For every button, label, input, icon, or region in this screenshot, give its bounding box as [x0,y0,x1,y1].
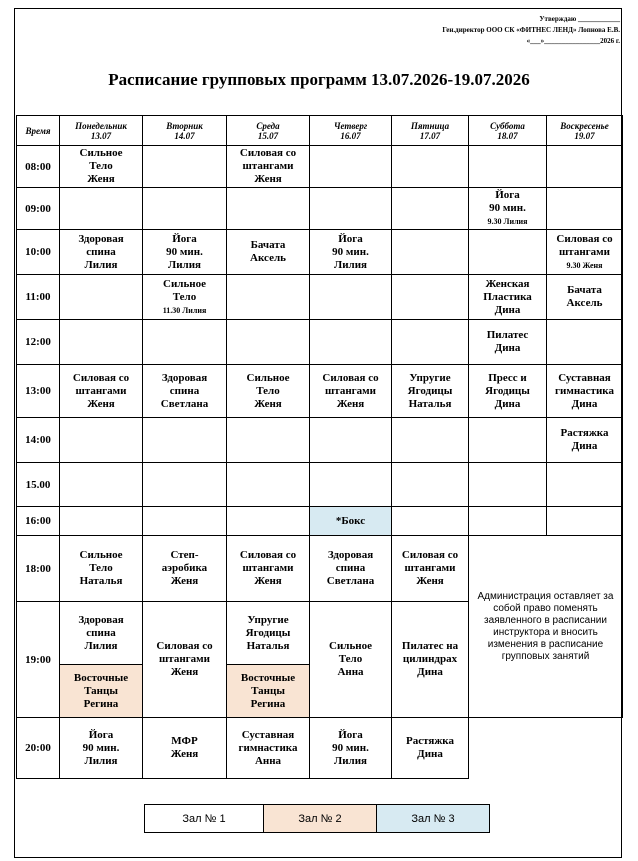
class-cell: Сильное Тело Наталья [60,536,143,602]
class-cell: Восточные Танцы Регина [60,665,143,718]
empty-cell [60,463,143,507]
empty-cell [547,146,623,188]
empty-cell [547,463,623,507]
time-cell: 13:00 [17,365,60,418]
empty-cell [143,188,227,230]
day-header-fri: Пятница 17.07 [392,116,469,146]
hall-legend [145,804,490,833]
time-cell: 10:00 [17,230,60,275]
row-1200 [17,320,623,365]
empty-cell [392,463,469,507]
row-1100 [17,275,623,320]
empty-cell [392,146,469,188]
class-cell: Йога 90 мин. Лилия [310,230,392,275]
empty-cell [227,275,310,320]
empty-cell [392,188,469,230]
empty-cell [227,188,310,230]
class-cell: Силовая со штангами Женя [392,536,469,602]
empty-cell [60,188,143,230]
day-header-wed: Среда 15.07 [227,116,310,146]
time-cell: 11:00 [17,275,60,320]
class-cell: Силовая со штангами Женя [60,365,143,418]
page-title: Расписание групповых программ 13.07.2026-19.07.2026 [108,70,530,89]
class-cell: Пилатес Дина [469,320,547,365]
empty-cell [227,418,310,463]
empty-cell [469,718,623,779]
approval-block [442,14,620,47]
class-cell: МФР Женя [143,718,227,779]
empty-cell [310,418,392,463]
empty-cell [60,275,143,320]
class-cell: Бачата Аксель [547,275,623,320]
empty-cell [310,146,392,188]
row-1500 [17,463,623,507]
approval-line-1: Утверждаю ____________ [539,15,620,23]
row-1000 [17,230,623,275]
empty-cell [392,507,469,536]
empty-cell [310,463,392,507]
empty-cell [392,230,469,275]
empty-cell [392,275,469,320]
class-cell: Бачата Аксель [227,230,310,275]
empty-cell [143,320,227,365]
empty-cell [310,188,392,230]
empty-cell [227,320,310,365]
empty-cell [547,320,623,365]
legend-hall-3: Зал № 3 [376,804,490,833]
day-header-sun: Воскресенье 19.07 [547,116,623,146]
legend-hall-1: Зал № 1 [144,804,264,833]
empty-cell [469,418,547,463]
time-cell: 09:00 [17,188,60,230]
empty-cell [469,463,547,507]
class-cell: *Бокс [310,507,392,536]
row-1300 [17,365,623,418]
header-row [17,116,623,146]
class-cell: Упругие Ягодицы Наталья [227,602,310,665]
class-cell: Йога 90 мин. Лилия [310,718,392,779]
empty-cell [547,188,623,230]
time-cell: 20:00 [17,718,60,779]
class-cell: Растяжка Дина [392,718,469,779]
row-1600 [17,507,623,536]
class-cell: Силовая со штангами Женя [227,536,310,602]
time-cell: 15.00 [17,463,60,507]
row-0800 [17,146,623,188]
class-cell: Силовая со штангами Женя [143,602,227,718]
empty-cell [310,320,392,365]
class-cell: Здоровая спина Светлана [310,536,392,602]
class-cell: Сильное Тело Женя [227,365,310,418]
empty-cell [227,507,310,536]
empty-cell [469,230,547,275]
class-cell: Здоровая спина Лилия [60,602,143,665]
time-cell: 16:00 [17,507,60,536]
class-cell: Растяжка Дина [547,418,623,463]
class-cell: Сильное Тело 11.30 Лилия [143,275,227,320]
empty-cell [143,418,227,463]
class-cell: Йога 90 мин. Лилия [60,718,143,779]
day-header-thu: Четверг 16.07 [310,116,392,146]
row-1400 [17,418,623,463]
approval-line-2: Ген.директор ООО СК «ФИТНЕС ЛЕНД» Лопнова Е.В. [442,26,620,34]
class-cell: Силовая со штангами 9.30 Женя [547,230,623,275]
empty-cell [310,275,392,320]
time-cell: 12:00 [17,320,60,365]
row-2000 [17,718,623,779]
schedule-table [16,115,623,779]
empty-cell [392,418,469,463]
class-cell: Пресс и Ягодицы Дина [469,365,547,418]
day-header-tue: Вторник 14.07 [143,116,227,146]
class-cell: Силовая со штангами Женя [310,365,392,418]
class-cell: Восточные Танцы Регина [227,665,310,718]
empty-cell [143,146,227,188]
time-cell: 19:00 [17,602,60,718]
time-header: Время [17,116,60,146]
approval-line-3: «___»________________2026 г. [526,37,620,45]
class-cell: Суставная гимнастика Анна [227,718,310,779]
class-cell: Йога 90 мин. 9.30 Лилия [469,188,547,230]
empty-cell [60,320,143,365]
empty-cell [392,320,469,365]
empty-cell [143,507,227,536]
empty-cell [469,507,547,536]
time-cell: 18:00 [17,536,60,602]
class-cell: Йога 90 мин. Лилия [143,230,227,275]
class-cell: Женская Пластика Дина [469,275,547,320]
empty-cell [60,418,143,463]
empty-cell [547,507,623,536]
class-cell: Сильное Тело Анна [310,602,392,718]
empty-cell [227,463,310,507]
row-1800 [17,536,623,602]
day-header-mon: Понедельник 13.07 [60,116,143,146]
class-cell: Сильное Тело Женя [60,146,143,188]
admin-note: Администрация оставляет за собой право поменять заявленного в расписании инструктора и вносить изменения в расписание групповых занятий [469,536,623,718]
class-cell: Суставная гимнастика Дина [547,365,623,418]
legend-hall-2: Зал № 2 [263,804,377,833]
time-cell: 14:00 [17,418,60,463]
class-cell: Здоровая спина Светлана [143,365,227,418]
empty-cell [143,463,227,507]
class-cell: Пилатес на цилиндрах Дина [392,602,469,718]
class-cell: Здоровая спина Лилия [60,230,143,275]
time-cell: 08:00 [17,146,60,188]
class-cell: Силовая со штангами Женя [227,146,310,188]
empty-cell [469,146,547,188]
class-cell: Степ- аэробика Женя [143,536,227,602]
class-cell: Упругие Ягодицы Наталья [392,365,469,418]
empty-cell [60,507,143,536]
day-header-sat: Суббота 18.07 [469,116,547,146]
row-0900 [17,188,623,230]
